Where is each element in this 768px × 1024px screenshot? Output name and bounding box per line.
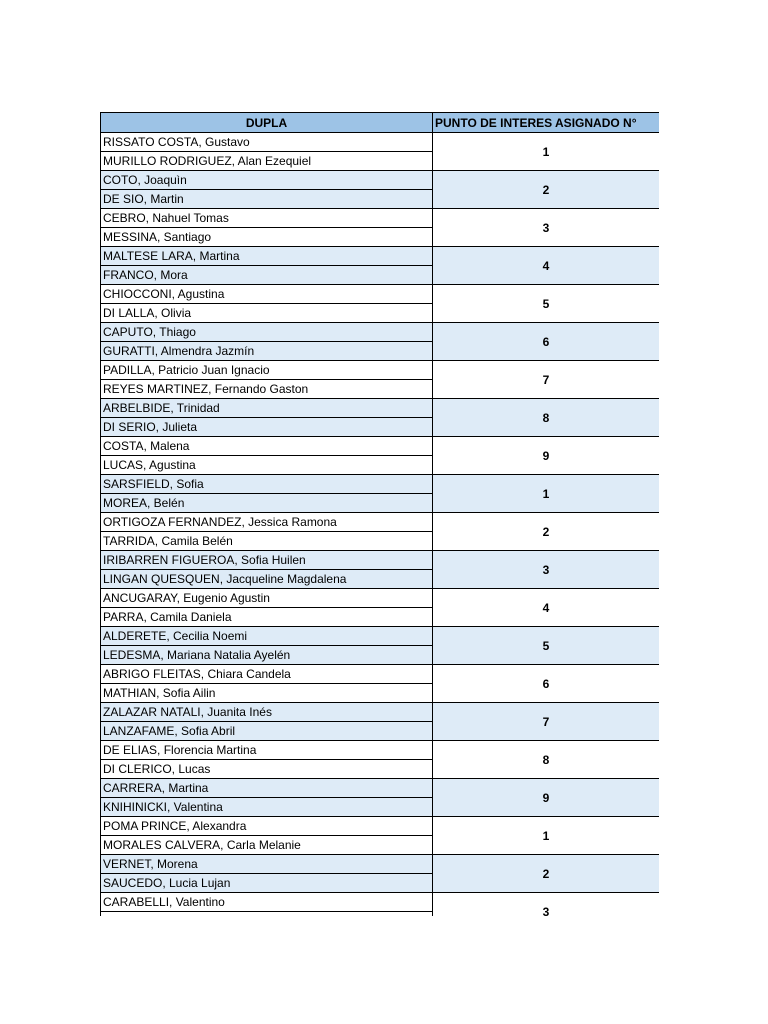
punto-cell: 4 [433, 589, 660, 627]
student-name-cell: DI SERIO, Julieta [101, 418, 433, 437]
student-name-cell: GURATTI, Almendra Jazmín [101, 342, 433, 361]
student-name-cell: CHIOCCONI, Agustina [101, 285, 433, 304]
table-row [101, 171, 660, 190]
table-row [101, 779, 660, 798]
student-name-cell: POMA PRINCE, Alexandra [101, 817, 433, 836]
header-row [101, 113, 660, 133]
punto-cell: 7 [433, 703, 660, 741]
punto-cell: 9 [433, 779, 660, 817]
table-row [101, 209, 660, 228]
student-name-cell: PADILLA, Patricio Juan Ignacio [101, 361, 433, 380]
student-name-cell: SARSFIELD, Sofia [101, 475, 433, 494]
punto-cell: 9 [433, 437, 660, 475]
table-row [101, 855, 660, 874]
table-row [101, 817, 660, 836]
table-row [101, 361, 660, 380]
punto-cell: 5 [433, 285, 660, 323]
punto-cell: 6 [433, 323, 660, 361]
punto-cell: 1 [433, 133, 660, 171]
student-name-cell: CARABELLI, Valentino [101, 893, 433, 912]
table-row [101, 399, 660, 418]
student-name-cell: RISSATO COSTA, Gustavo [101, 133, 433, 152]
student-name-cell: MURILLO RODRIGUEZ, Alan Ezequiel [101, 152, 433, 171]
student-name-cell: LUCAS, Agustina [101, 456, 433, 475]
punto-cell: 3 [433, 893, 660, 917]
student-name-cell: ANCUGARAY, Eugenio Agustin [101, 589, 433, 608]
table-row [101, 475, 660, 494]
table-row [101, 665, 660, 684]
punto-cell: 8 [433, 399, 660, 437]
student-name-cell: ARBELBIDE, Trinidad [101, 399, 433, 418]
punto-cell: 1 [433, 475, 660, 513]
header-dupla: DUPLA [101, 113, 433, 133]
student-name-cell: ABRIGO FLEITAS, Chiara Candela [101, 665, 433, 684]
pairs-table [100, 112, 659, 916]
spreadsheet-area [100, 112, 659, 916]
punto-cell: 3 [433, 551, 660, 589]
student-name-cell: MOREA, Belén [101, 494, 433, 513]
student-name-cell: LEDESMA, Mariana Natalia Ayelén [101, 646, 433, 665]
punto-cell: 7 [433, 361, 660, 399]
punto-cell: 1 [433, 817, 660, 855]
student-name-cell: DI LALLA, Olivia [101, 304, 433, 323]
student-name-cell: MALTESE LARA, Martina [101, 247, 433, 266]
table-body [101, 133, 660, 917]
student-name-cell: CAPUTO, Thiago [101, 323, 433, 342]
student-name-cell [101, 912, 433, 917]
student-name-cell: DE SIO, Martin [101, 190, 433, 209]
student-name-cell: KNIHINICKI, Valentina [101, 798, 433, 817]
student-name-cell: FRANCO, Mora [101, 266, 433, 285]
table-row [101, 285, 660, 304]
student-name-cell: PARRA, Camila Daniela [101, 608, 433, 627]
student-name-cell: CEBRO, Nahuel Tomas [101, 209, 433, 228]
table-row [101, 589, 660, 608]
table-row [101, 893, 660, 912]
student-name-cell: SAUCEDO, Lucia Lujan [101, 874, 433, 893]
student-name-cell: MESSINA, Santiago [101, 228, 433, 247]
header-punto: PUNTO DE INTERES ASIGNADO N° [433, 113, 660, 133]
student-name-cell: MATHIAN, Sofia Ailin [101, 684, 433, 703]
student-name-cell: ORTIGOZA FERNANDEZ, Jessica Ramona [101, 513, 433, 532]
punto-cell: 3 [433, 209, 660, 247]
student-name-cell: LINGAN QUESQUEN, Jacqueline Magdalena [101, 570, 433, 589]
student-name-cell: TARRIDA, Camila Belén [101, 532, 433, 551]
table-row [101, 627, 660, 646]
student-name-cell: LANZAFAME, Sofia Abril [101, 722, 433, 741]
table-row [101, 703, 660, 722]
student-name-cell: DE ELIAS, Florencia Martina [101, 741, 433, 760]
student-name-cell: COSTA, Malena [101, 437, 433, 456]
table-row [101, 741, 660, 760]
punto-cell: 4 [433, 247, 660, 285]
table-row [101, 323, 660, 342]
student-name-cell: CARRERA, Martina [101, 779, 433, 798]
student-name-cell: REYES MARTINEZ, Fernando Gaston [101, 380, 433, 399]
table-row [101, 247, 660, 266]
punto-cell: 2 [433, 513, 660, 551]
table-row [101, 133, 660, 152]
student-name-cell: COTO, Joaquìn [101, 171, 433, 190]
punto-cell: 6 [433, 665, 660, 703]
punto-cell: 8 [433, 741, 660, 779]
student-name-cell: ZALAZAR NATALI, Juanita Inés [101, 703, 433, 722]
punto-cell: 2 [433, 171, 660, 209]
student-name-cell: DI CLERICO, Lucas [101, 760, 433, 779]
student-name-cell: MORALES CALVERA, Carla Melanie [101, 836, 433, 855]
table-row [101, 513, 660, 532]
table-row [101, 551, 660, 570]
student-name-cell: IRIBARREN FIGUEROA, Sofia Huilen [101, 551, 433, 570]
table-row [101, 437, 660, 456]
student-name-cell: ALDERETE, Cecilia Noemi [101, 627, 433, 646]
punto-cell: 5 [433, 627, 660, 665]
student-name-cell: VERNET, Morena [101, 855, 433, 874]
punto-cell: 2 [433, 855, 660, 893]
